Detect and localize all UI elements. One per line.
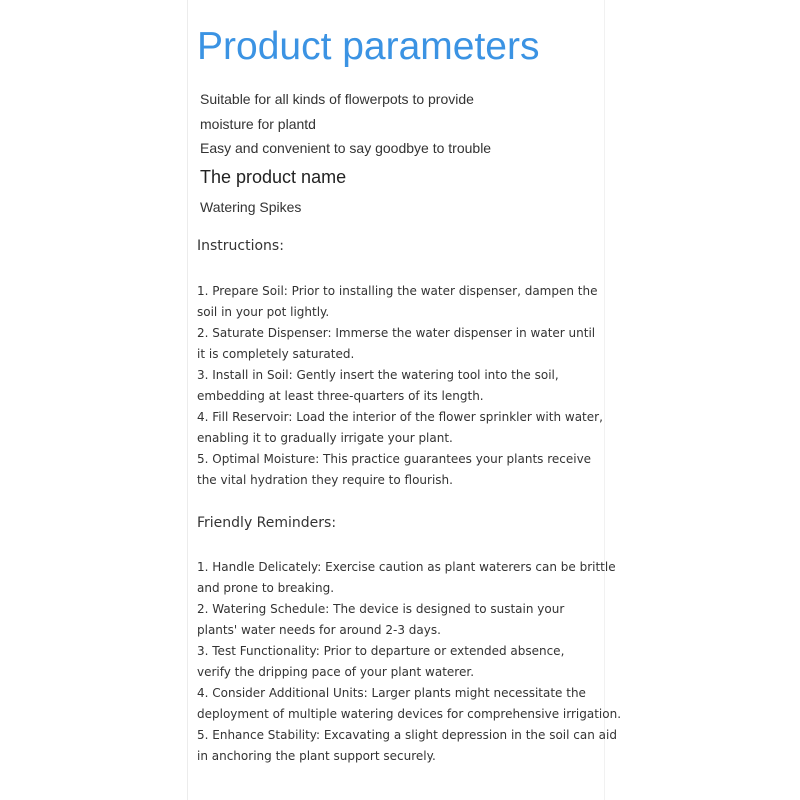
- intro-line: Easy and convenient to say goodbye to trouble: [200, 140, 492, 156]
- instructions-list: [197, 281, 603, 491]
- page-edge-left: [187, 0, 188, 800]
- reminder-line: and prone to breaking.: [197, 581, 335, 595]
- instruction-item: [197, 281, 603, 323]
- reminder-line: 4. Consider Additional Units: Larger plants might necessitate the: [197, 686, 586, 700]
- instruction-item: [197, 365, 603, 407]
- reminder-line: 5. Enhance Stability: Excavating a slight depression in the soil can aid: [197, 728, 617, 742]
- reminder-line: plants' water needs for around 2-3 days.: [197, 623, 441, 637]
- reminders-heading: Friendly Reminders:: [197, 515, 337, 531]
- instruction-item: [197, 449, 603, 491]
- instruction-line: embedding at least three-quarters of its length.: [197, 389, 484, 403]
- instruction-item: [197, 407, 603, 449]
- instruction-line: 5. Optimal Moisture: This practice guarantees your plants receive: [197, 452, 592, 466]
- intro-line: Suitable for all kinds of flowerpots to provide: [200, 91, 474, 107]
- instruction-line: enabling it to gradually irrigate your plant.: [197, 431, 453, 445]
- reminder-line: verify the dripping pace of your plant waterer.: [197, 665, 475, 679]
- reminder-item: [197, 641, 621, 683]
- intro-text: [200, 87, 491, 161]
- instruction-line: the vital hydration they require to flourish.: [197, 473, 453, 487]
- reminder-line: 1. Handle Delicately: Exercise caution as plant waterers can be brittle: [197, 560, 616, 574]
- reminder-item: [197, 683, 621, 725]
- reminder-line: deployment of multiple watering devices for comprehensive irrigation.: [197, 707, 622, 721]
- instruction-line: 3. Install in Soil: Gently insert the watering tool into the soil,: [197, 368, 559, 382]
- intro-line: moisture for plantd: [200, 115, 316, 132]
- reminder-item: [197, 557, 621, 599]
- instruction-item: [197, 323, 603, 365]
- instruction-line: 1. Prepare Soil: Prior to installing the water dispenser, dampen the: [197, 284, 598, 298]
- reminder-item: [197, 725, 621, 767]
- instruction-line: it is completely saturated.: [197, 347, 355, 361]
- reminder-line: 3. Test Functionality: Prior to departure or extended absence,: [197, 644, 565, 658]
- reminder-line: 2. Watering Schedule: The device is designed to sustain your: [197, 602, 565, 616]
- product-name-label: The product name: [200, 167, 347, 187]
- instruction-line: soil in your pot lightly.: [197, 305, 330, 319]
- reminder-item: [197, 599, 621, 641]
- instruction-line: 2. Saturate Dispenser: Immerse the water dispenser in water until: [197, 326, 596, 340]
- reminders-list: [197, 557, 621, 767]
- reminder-line: in anchoring the plant support securely.: [197, 749, 436, 763]
- instruction-line: 4. Fill Reservoir: Load the interior of the flower sprinkler with water,: [197, 410, 603, 424]
- instructions-heading: Instructions:: [197, 238, 284, 254]
- page-title: Product parameters: [197, 25, 540, 68]
- product-name-value: Watering Spikes: [200, 199, 302, 215]
